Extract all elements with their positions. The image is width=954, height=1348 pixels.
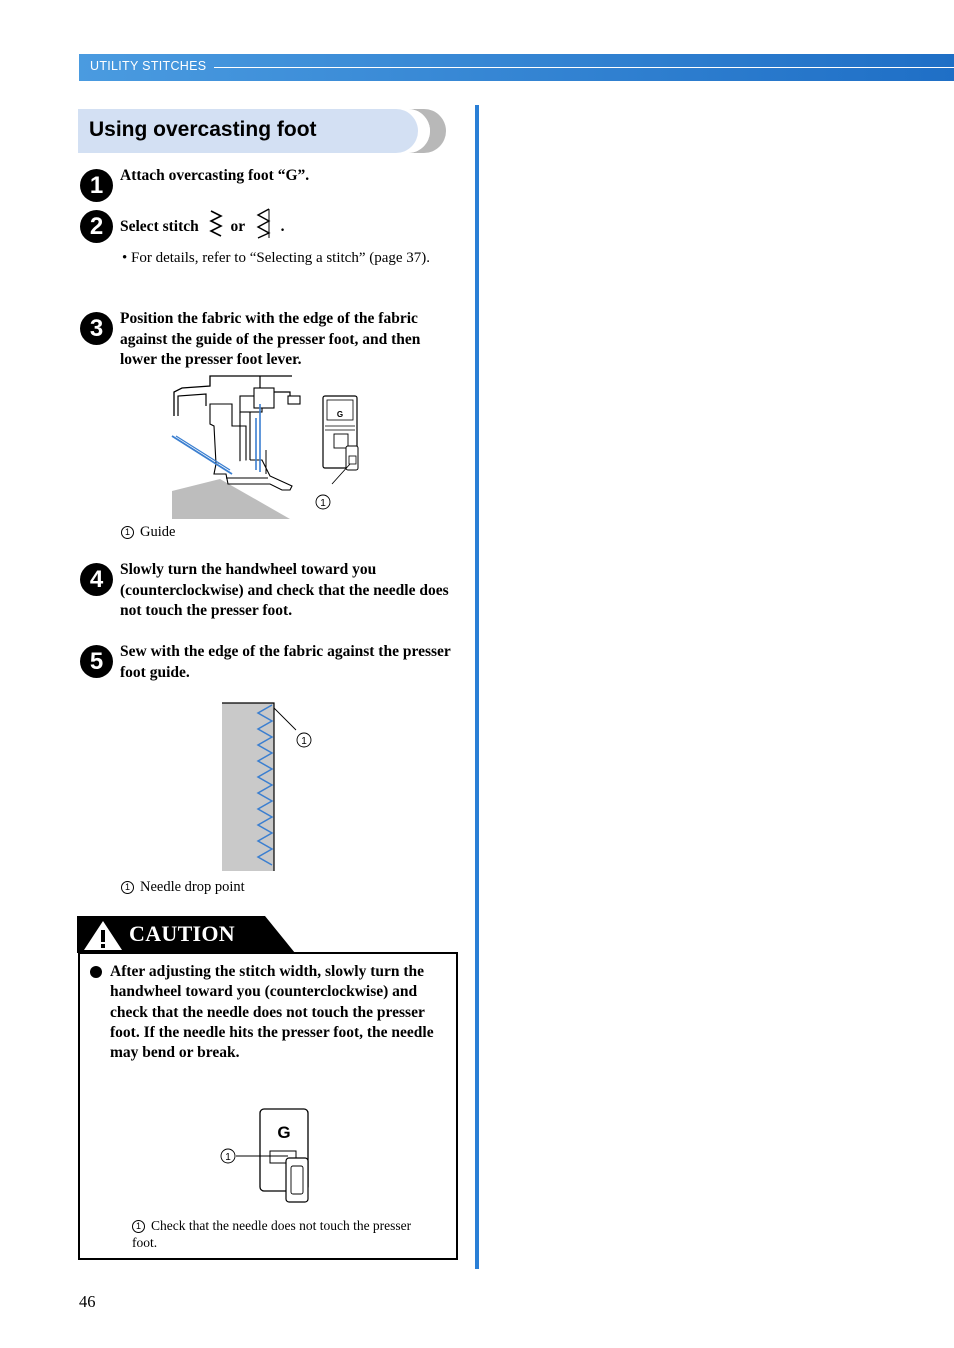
step-1-text: Attach overcasting foot “G”. bbox=[120, 167, 310, 184]
page-number: 46 bbox=[79, 1292, 96, 1311]
caution-heading: CAUTION bbox=[129, 921, 235, 946]
zigzag-stitch-icon bbox=[209, 209, 223, 239]
step-2-note: • For details, refer to “Selecting a stitch” (page 37). bbox=[122, 250, 431, 266]
step-2-badge: 2 bbox=[80, 210, 113, 243]
caution-text: After adjusting the stitch width, slowly turn the handwheel toward you (counterclockwise) and check that the needle does not touch the presser foot. If the needle hits the presser foot, the needle may bend or break. bbox=[110, 963, 434, 1062]
figure2-caption bbox=[121, 878, 245, 896]
step-2-text bbox=[120, 207, 285, 239]
caution-foot-letter: G bbox=[277, 1123, 291, 1142]
step-5-text: Sew with the edge of the fabric against the presser foot guide. bbox=[120, 643, 451, 681]
presser-foot-illustration bbox=[170, 374, 370, 524]
step-2-text-or: or bbox=[230, 218, 245, 235]
figure1-caption-number: 1 bbox=[121, 526, 134, 539]
header-rule bbox=[214, 67, 954, 68]
stitch-edge-illustration bbox=[220, 700, 320, 875]
caution-caption-text: Check that the needle does not touch the presser foot. bbox=[132, 1218, 412, 1250]
overcast-stitch-icon bbox=[255, 207, 273, 239]
foot-letter-label: G bbox=[336, 410, 344, 419]
step-2-text-after: . bbox=[280, 218, 285, 235]
caution-bullet-icon bbox=[90, 966, 102, 978]
figure1-caption bbox=[121, 523, 175, 541]
figure2-caption-text: Needle drop point bbox=[140, 879, 245, 895]
section-title-banner bbox=[78, 109, 454, 153]
step-5-badge: 5 bbox=[80, 645, 113, 678]
figure2-callout: 1 bbox=[301, 736, 307, 747]
figure1-caption-text: Guide bbox=[140, 524, 176, 540]
column-divider bbox=[475, 105, 479, 1269]
step-3-badge: 3 bbox=[80, 312, 113, 345]
needle-check-illustration bbox=[218, 1106, 318, 1210]
caution-figure-callout: 1 bbox=[225, 1152, 231, 1163]
step-4-text: Slowly turn the handwheel toward you (counterclockwise) and check that the needle does not touch the presser foot. bbox=[120, 561, 449, 619]
figure2-caption-number: 1 bbox=[121, 881, 134, 894]
step-4-badge: 4 bbox=[80, 563, 113, 596]
page-title: Using overcasting foot bbox=[89, 118, 317, 141]
step-3-text: Position the fabric with the edge of the fabric against the guide of the presser foot, and then lower the presser foot lever. bbox=[120, 310, 421, 368]
figure1-callout: 1 bbox=[320, 498, 326, 509]
header-section-label: UTILITY STITCHES bbox=[90, 59, 207, 73]
caution-figure-caption bbox=[132, 1218, 432, 1251]
caution-caption-number: 1 bbox=[132, 1220, 145, 1233]
step-1-badge: 1 bbox=[80, 169, 113, 202]
step-2-text-before: Select stitch bbox=[120, 218, 199, 235]
